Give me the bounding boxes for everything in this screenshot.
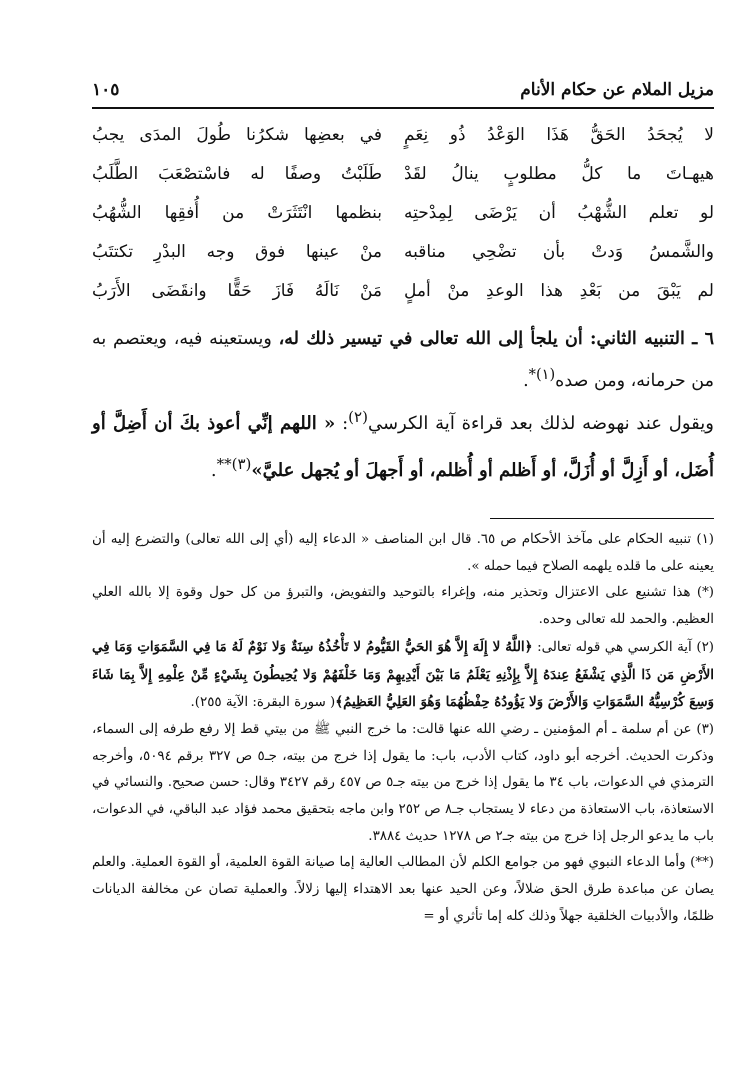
footnotes [92,527,714,931]
verse-first-hemistich: والشَّمسُ وَدتْ بأن تضْحِي مناقبه [404,242,714,262]
verse-second-hemistich: طَلَبْتُ وصفًا له فاسْتصْعَبَ الطَّلَبُ [92,164,382,184]
footnote [92,634,714,717]
footnote-reference[interactable]: (٢) [348,408,368,426]
verse-line [92,281,714,320]
paragraph-end: . [523,370,529,391]
footnote-marker: (٢) [696,639,714,655]
paragraph-end: . [210,460,217,481]
verse-second-hemistich: منْ عينها فوق وجه البدْرِ تكتتَبُ [92,242,382,262]
footnote-marker: (*) [696,585,714,601]
footnote [92,717,714,851]
footnote-text: هذا تشنيع على الاعتزال وتحذير منه، وإغراء بالتوحيد والتفويض، والتبرؤ من كل حول وقوة إلا بالله العلي العظيم. والحمد لله تعالى وحده. [92,585,714,628]
verse-second-hemistich: مَنْ نَالَهُ فَازَ حَقًّا وانقَضَى الأَرَبُ [92,281,382,301]
supplication-text: « اللهم إنِّي أعوذ بكَ أن أَضِلَّ أو أُضَل، أو أَزِلَّ أو أُزَلَّ، أو أَظلم أو أُظلم، أو أَجهلَ أو يُجهل عليَّ» [92,413,714,481]
paragraph-supplication [92,397,714,491]
verse-first-hemistich: لم يَبْقَ من بَعْدِ هذا الوعدِ منْ أملٍ [404,281,714,301]
verse-second-hemistich: بنظمها انْتَثَرَتْ من أُفقِها الشُّهُبُ [92,203,382,223]
footnote [92,850,714,930]
footnote-marker: (**) [690,855,714,871]
quran-verse: ﴿اللَّهُ لا إِلَهَ إِلاَّ هُوَ الحَيُّ القَيُّومُ لا تَأْخُذُهُ سِنَةٌ وَلا نَوْمٌ لَهُ مَا فِي السَّمَوَاتِ وَمَا فِي الأَرْضِ مَن ذَا الَّذِي يَشْفَعُ عِندَهُ إِلاَّ بِإِذْنِهِ يَعْلَمُ مَا بَيْنَ أَيْدِيهِمْ وَمَا خَلْفَهُمْ وَلا يُحِيطُونَ بِشَيْءٍ مِّنْ عِلْمِهِ إِلاَّ بِمَا شَاءَ وَسِعَ كُرْسِيُّهُ السَّمَوَاتِ وَالأَرْضَ وَلا يَؤُودُهُ حِفْظُهُمَا وَهُوَ العَلِيُّ العَظِيمُ﴾ [92,638,714,711]
colon: : [335,413,349,434]
paragraph-lead: ويقول عند نهوضه لذلك بعد قراءة آية الكرسي [367,413,714,434]
verse-second-hemistich: في بعضِها شكرُنا طُولَ المدَى يجبُ [92,125,382,145]
footnote-text: تنبيه الحكام على مآخذ الأحكام ص ٦٥. قال ابن المناصف « الدعاء إليه (أي إلى الله تعالى) والتضرع إليه أن يعينه على ما قلده يلهمه الصلاح فيما حمله ». [92,532,714,574]
footnote [92,580,714,633]
footnote-marker: (٣) [696,721,714,737]
verse-first-hemistich: لو تعلم الشُّهْبُ أن يَرْضَى لِمِدْحتِه [404,203,714,223]
verse-line [92,125,714,164]
running-title: مزيل الملام عن حكام الأنام [520,80,714,100]
paragraph-lead: ٦ ـ التنبيه الثاني: أن يلجأ إلى الله تعالى في تيسير ذلك له، [278,329,714,349]
footnote [92,527,714,580]
header-rule [92,107,714,109]
footnote-text: وأما الدعاء النبوي فهو من جوامع الكلم لأن المطالب العالية إما صيانة القوة العلمية، أو القوة العملية. والعلم يصان عن مباعدة طرق الحق ضلالاً، وعن الحيد عنها بعد الاهتداء إليها زلالاً. والعملية تصان عن مخالفة الديانات ظلمًا، والأدبيات الخلقية جهلاً وذلك كله إما تأثري أو = [92,855,714,924]
footnote-text: عن أم سلمة ـ أم المؤمنين ـ رضي الله عنها قالت: ما خرج النبي ﷺ من بيتي قط إلا رفع طرفه إلى السماء، وذكرت الحديث. أخرجه أبو داود، كتاب الأدب، باب: ما يقول إذا خرج من بيته، جـ٥ ص ٣٢٧ برقم ٥٠٩٤، وأخرجه الترمذي في الدعوات، باب ٣٤ ما يقول إذا خرج من بيته جـ٥ ص ٤٥٧ رقم ٣٤٢٧ وقال: حسن صحيح. والنسائي في الاستعاذة، باب الاستعاذة من دعاء لا يستجاب جـ٨ ص ٢٥٢ وابن ماجه بتحقيق محمد فؤاد عبد الباقي، في الدعوات، باب ما يدعو الرجل إذا خرج من بيته جـ٢ ص ١٢٧٨ حديث ٣٨٨٤. [92,721,715,844]
paragraph-second-notice [92,322,714,399]
page-header [92,78,714,108]
verse-line [92,203,714,242]
poem-verses [92,125,714,320]
verse-first-hemistich: لا يُجحَدُ الحَقُّ هَذَا الوَعْدُ ذُو نِعَمٍ [404,125,714,145]
verse-line [92,242,714,281]
footnote-citation: ( سورة البقرة: الآية ٢٥٥). [190,695,336,711]
verse-line [92,164,714,203]
footnote-reference[interactable]: (١)* [528,366,556,383]
verse-first-hemistich: هيهـاتَ ما كلُّ مطلوبٍ ينالُ لقَدْ [404,164,714,184]
page-number: ١٠٥ [92,80,120,100]
paragraph-body: ويستعينه فيه، ويعتصم به من حرمانه، ومن صده [92,329,714,391]
footnote-text: آية الكرسي هي قوله تعالى: [532,639,692,655]
footnote-separator [490,518,714,519]
footnote-marker: (١) [696,532,715,547]
footnote-reference[interactable]: (٣)** [216,455,252,473]
